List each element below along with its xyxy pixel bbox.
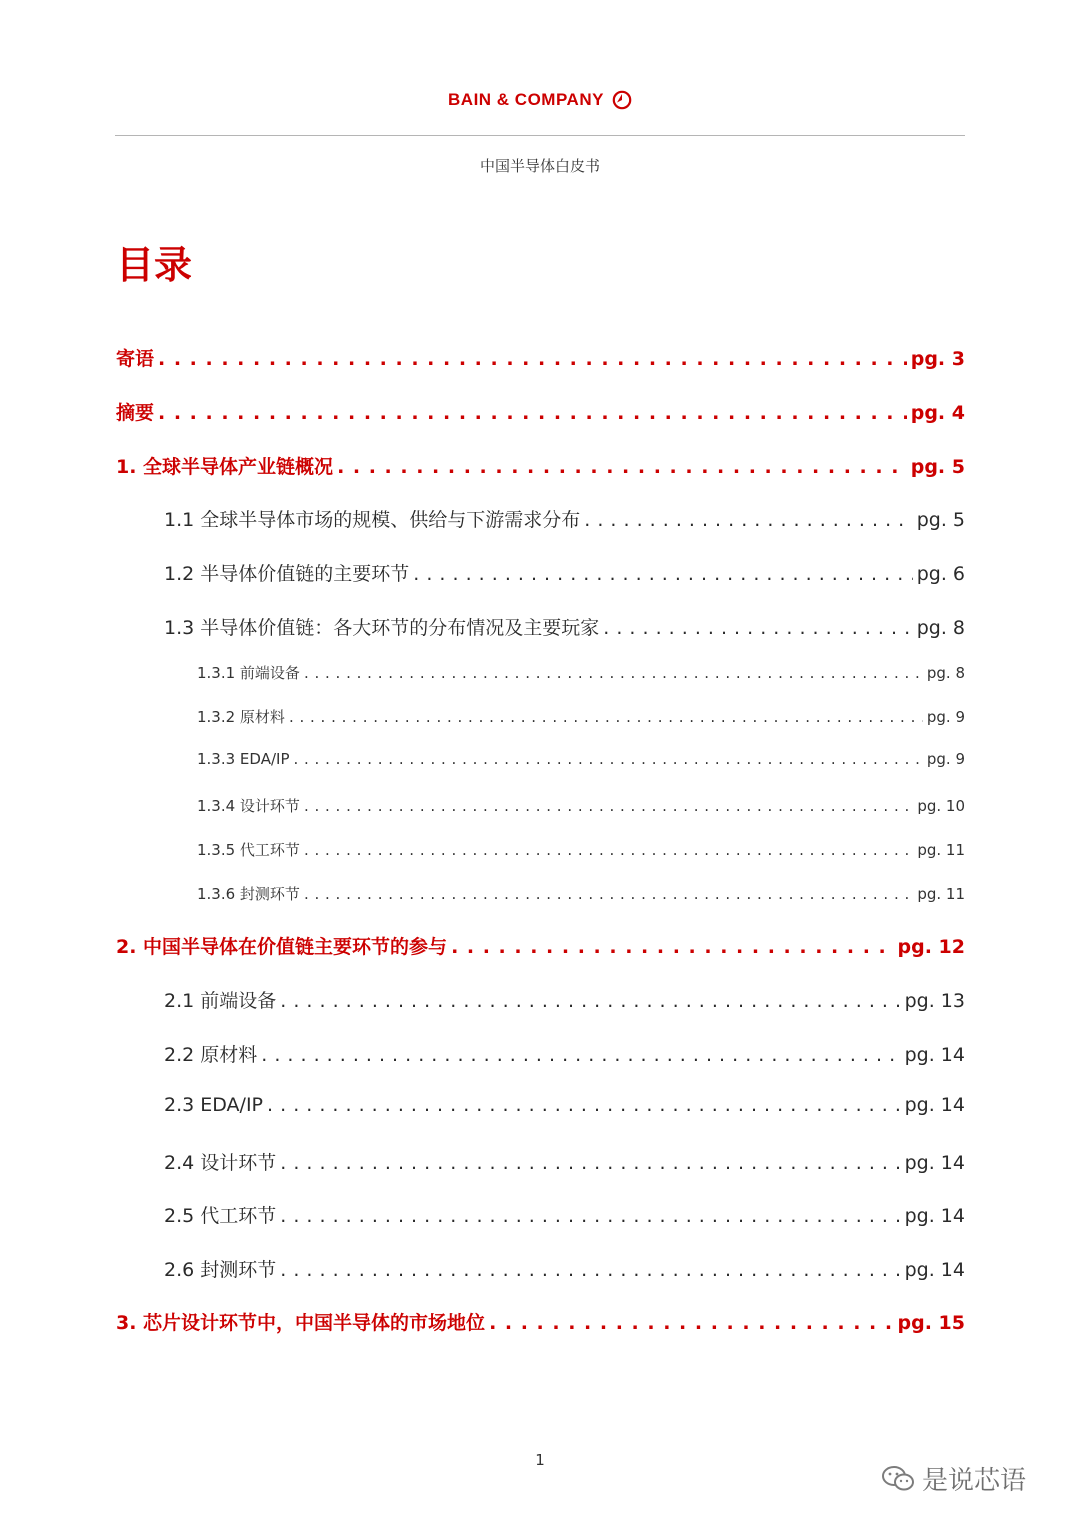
toc-entry[interactable] bbox=[116, 344, 965, 371]
toc-entry-label: 1.3.3 EDA/IP bbox=[197, 750, 290, 768]
toc-leader-dots bbox=[489, 1312, 893, 1334]
toc-entry-page: pg. 14 bbox=[904, 1094, 965, 1116]
toc-entry-page: pg. 9 bbox=[926, 708, 965, 726]
toc-entry-label: 1.3.5 代工环节 bbox=[197, 841, 300, 859]
toc-entry-label: 2.5 代工环节 bbox=[164, 1205, 277, 1227]
toc-leader-dots bbox=[603, 617, 912, 639]
toc-leader-dots bbox=[304, 841, 913, 859]
toc-entry-page: pg. 5 bbox=[910, 456, 965, 478]
toc-entry-label: 2.4 设计环节 bbox=[164, 1152, 277, 1174]
toc-entry-label: 1.2 半导体价值链的主要环节 bbox=[164, 563, 410, 585]
toc-entry-page: pg. 11 bbox=[917, 885, 965, 903]
toc-entry-page: pg. 10 bbox=[917, 797, 965, 815]
toc-entry-page: pg. 3 bbox=[910, 348, 965, 370]
toc-entry-label: 1.1 全球半导体市场的规模、供给与下游需求分布 bbox=[164, 509, 581, 531]
toc-entry-page: pg. 14 bbox=[904, 1152, 965, 1174]
toc-entry-label: 1.3.2 原材料 bbox=[197, 708, 285, 726]
toc-entry-page: pg. 12 bbox=[897, 936, 965, 958]
toc-entry[interactable] bbox=[116, 452, 965, 479]
toc-entry-page: pg. 8 bbox=[926, 664, 965, 682]
toc-entry-page: pg. 5 bbox=[916, 509, 965, 531]
toc-entry[interactable] bbox=[164, 1148, 965, 1175]
toc-entry-label: 1.3.6 封测环节 bbox=[197, 885, 300, 903]
toc-entry[interactable] bbox=[197, 662, 965, 683]
toc-entry-page: pg. 14 bbox=[904, 1259, 965, 1281]
toc-entry-page: pg. 4 bbox=[910, 402, 965, 424]
toc-leader-dots bbox=[304, 797, 913, 815]
toc-entry-page: pg. 9 bbox=[926, 750, 965, 768]
toc-leader-dots bbox=[280, 1259, 900, 1281]
toc-title: 目录 bbox=[116, 243, 193, 287]
toc-entry-label: 2.2 原材料 bbox=[164, 1044, 258, 1066]
toc-entry[interactable] bbox=[164, 1040, 965, 1067]
toc-entry[interactable] bbox=[116, 398, 965, 425]
brand-name: BAIN & COMPANY bbox=[448, 90, 604, 109]
toc-entry[interactable] bbox=[164, 1201, 965, 1228]
toc-entry-label: 2. 中国半导体在价值链主要环节的参与 bbox=[116, 936, 448, 958]
toc-entry-label: 1.3.1 前端设备 bbox=[197, 664, 300, 682]
toc-entry[interactable] bbox=[164, 1255, 965, 1282]
toc-entry-page: pg. 15 bbox=[897, 1312, 965, 1334]
toc-entry[interactable] bbox=[164, 1094, 965, 1116]
toc-leader-dots bbox=[158, 348, 907, 370]
toc-entry-page: pg. 8 bbox=[916, 617, 965, 639]
toc-leader-dots bbox=[451, 936, 893, 958]
toc-leader-dots bbox=[280, 990, 900, 1012]
watermark-text: 是说芯语 bbox=[922, 1466, 1027, 1496]
toc-leader-dots bbox=[584, 509, 912, 531]
wechat-icon bbox=[880, 1464, 916, 1494]
toc-entry[interactable] bbox=[116, 932, 965, 959]
toc-entry-page: pg. 14 bbox=[904, 1044, 965, 1066]
toc-entry-label: 3. 芯片设计环节中，中国半导体的市场地位 bbox=[116, 1312, 486, 1334]
toc-entry[interactable] bbox=[164, 559, 965, 586]
toc-leader-dots bbox=[280, 1152, 900, 1174]
toc-entry-page: pg. 14 bbox=[904, 1205, 965, 1227]
toc-entry-label: 1.3 半导体价值链：各大环节的分布情况及主要玩家 bbox=[164, 617, 600, 639]
toc-leader-dots bbox=[280, 1205, 900, 1227]
toc-leader-dots bbox=[413, 563, 912, 585]
toc-leader-dots bbox=[158, 402, 907, 424]
toc-entry[interactable] bbox=[197, 883, 965, 904]
toc-leader-dots bbox=[293, 750, 922, 768]
toc-entry[interactable] bbox=[197, 706, 965, 727]
toc-entry[interactable] bbox=[197, 750, 965, 768]
toc-entry[interactable] bbox=[116, 1308, 965, 1335]
document-subtitle: 中国半导体白皮书 bbox=[479, 157, 600, 175]
toc-entry[interactable] bbox=[164, 505, 965, 532]
toc-leader-dots bbox=[304, 885, 913, 903]
toc-leader-dots bbox=[337, 456, 907, 478]
toc-entry[interactable] bbox=[197, 795, 965, 816]
toc-entry-page: pg. 11 bbox=[917, 841, 965, 859]
toc-entry-page: pg. 6 bbox=[916, 563, 965, 585]
toc-entry-label: 2.3 EDA/IP bbox=[164, 1094, 264, 1116]
toc-leader-dots bbox=[261, 1044, 900, 1066]
watermark bbox=[880, 1460, 1026, 1497]
toc-entry[interactable] bbox=[164, 986, 965, 1013]
toc-entry-label: 寄语 bbox=[116, 348, 155, 370]
toc-leader-dots bbox=[289, 708, 923, 726]
toc-entry-label: 摘要 bbox=[116, 402, 155, 424]
toc-entry-label: 2.6 封测环节 bbox=[164, 1259, 277, 1281]
toc-entry-label: 1. 全球半导体产业链概况 bbox=[116, 456, 334, 478]
toc-entry[interactable] bbox=[164, 613, 965, 640]
toc-leader-dots bbox=[304, 664, 923, 682]
toc-entry-page: pg. 13 bbox=[904, 990, 965, 1012]
page-number: 1 bbox=[535, 1451, 545, 1469]
toc-entry-label: 2.1 前端设备 bbox=[164, 990, 277, 1012]
toc-entry[interactable] bbox=[197, 839, 965, 860]
toc-leader-dots bbox=[267, 1094, 901, 1116]
toc-entry-label: 1.3.4 设计环节 bbox=[197, 797, 300, 815]
